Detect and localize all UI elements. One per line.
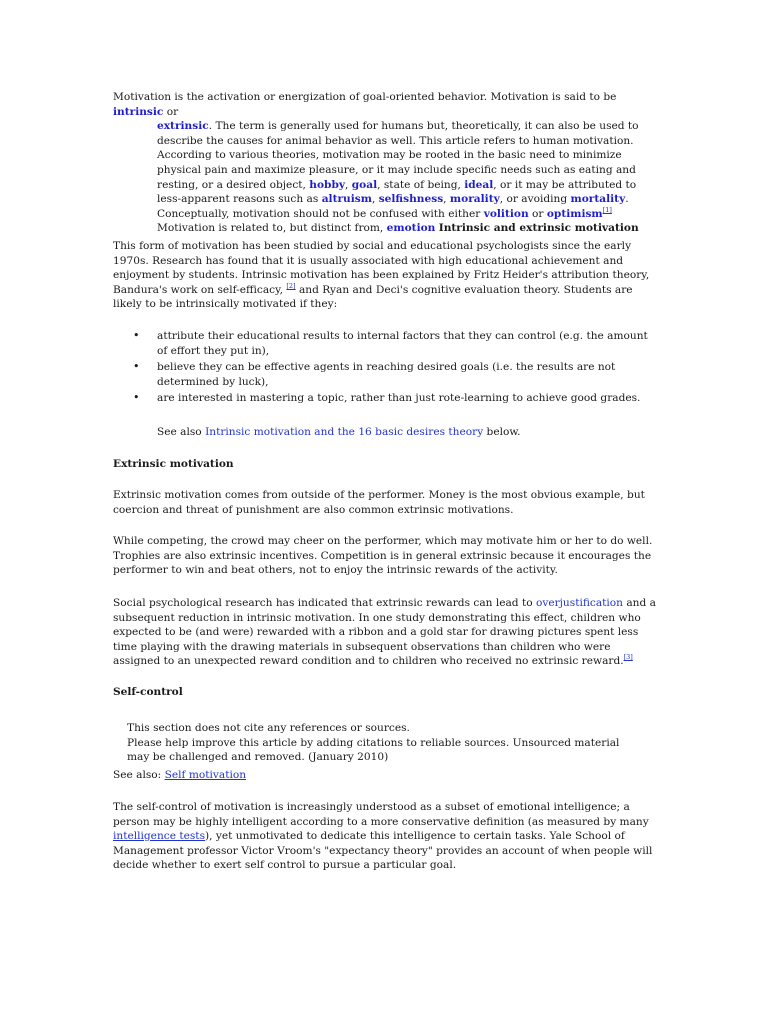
link-intrinsic[interactable]: intrinsic bbox=[113, 105, 164, 118]
list-item: • believe they can be effective agents in reaching desired goals (i.e. the results are not determined by luck), bbox=[133, 360, 616, 388]
heading-intrinsic-extrinsic: Intrinsic and extrinsic motivation bbox=[438, 222, 639, 235]
intro-body: extrinsic. The term is generally used for humans but, theoretically, it can also be used to describe the causes for animal behavior as well. This article refers to human motivation. According to various theories, motivation may be rooted in the basic need to minimize physical pain and maximize pleasure, or it may include specific needs such as eating and resting, or a desired object, hobby, goal, state of being, ideal, or it may be attributed to less-apparent reasons such as altruism, selfishness, morality, or avoiding mortality. Conceptually, motivation should not be confused with either volition or optimism[1] Motivation is related to, but distinct from, emotion Intrinsic and extrinsic motivation bbox=[157, 120, 639, 235]
link-emotion[interactable]: emotion bbox=[386, 222, 436, 235]
notice-line-2: Please help improve this article by adding citations to reliable sources. Unsourced material may be challenged and removed. (January 2010) bbox=[127, 736, 620, 764]
link-self-motivation[interactable]: Self motivation bbox=[164, 769, 247, 781]
extrinsic-paragraph-3: Social psychological research has indicated that extrinsic rewards can lead to overjustification and a subsequent reduction in intrinsic motivation. In one study demonstrating this effect, children who expected to be (and were) rewarded with a ribbon and a gold star for drawing pictures spent less time playing with the drawing materials in subsequent observations than children who were assigned to an unexpected reward condition and to children who received no extrinsic reward.[3] bbox=[113, 597, 656, 668]
extrinsic-paragraph-2: While competing, the crowd may cheer on the performer, which may motivate him or her to do well. Trophies are also extrinsic incentives. Competition is in general extrinsic because it encourages the performer to win and beat others, not to enjoy the intrinsic rewards of the activity. bbox=[113, 535, 653, 577]
bullet-icon: • bbox=[133, 391, 140, 405]
link-altruism[interactable]: altruism bbox=[321, 193, 372, 206]
link-hobby[interactable]: hobby bbox=[309, 178, 346, 191]
heading-extrinsic: Extrinsic motivation bbox=[113, 458, 234, 470]
unreferenced-notice bbox=[127, 721, 627, 765]
link-volition[interactable]: volition bbox=[483, 207, 529, 220]
see-also-intrinsic: See also Intrinsic motivation and the 16 basic desires theory below. bbox=[157, 426, 521, 438]
extrinsic-paragraph-1: Extrinsic motivation comes from outside of the performer. Money is the most obvious example, but coercion and threat of punishment are also common extrinsic motivations. bbox=[113, 489, 645, 516]
link-ideal[interactable]: ideal bbox=[464, 178, 494, 191]
heading-self-control: Self-control bbox=[113, 686, 183, 698]
link-selfishness[interactable]: selfishness bbox=[378, 193, 444, 206]
link-16-basic-desires[interactable]: Intrinsic motivation and the 16 basic desires theory bbox=[205, 426, 484, 438]
notice-line-1: This section does not cite any references or sources. bbox=[127, 722, 410, 734]
link-optimism[interactable]: optimism bbox=[546, 207, 603, 220]
intro-first-line: Motivation is the activation or energization of goal-oriented behavior. Motivation is said to be intrinsic or bbox=[113, 91, 617, 118]
bullet-icon: • bbox=[133, 329, 140, 342]
bullet-icon: • bbox=[133, 360, 140, 374]
link-extrinsic[interactable]: extrinsic bbox=[157, 120, 209, 133]
link-overjustification[interactable]: overjustification bbox=[535, 597, 623, 609]
reference-2[interactable]: [2] bbox=[286, 281, 296, 290]
intro-paragraph bbox=[113, 90, 653, 236]
link-goal[interactable]: goal bbox=[351, 178, 378, 191]
intrinsic-factors-list bbox=[113, 329, 658, 408]
list-item: • are interested in mastering a topic, rather than just rote-learning to achieve good grades. bbox=[133, 391, 641, 405]
intrinsic-paragraph: This form of motivation has been studied by social and educational psychologists since the early 1970s. Research has found that it is usually associated with high educational achievement and enjoyment by students. Intrinsic motivation has been explained by Fritz Heider's attribution theory, Bandura's work on self-efficacy, [2] and Ryan and Deci's cognitive evaluation theory. Students are likely to be intrinsically motivated if they: bbox=[113, 240, 650, 311]
reference-3[interactable]: [3] bbox=[623, 653, 633, 662]
intro-text: Motivation is the activation or energization of goal-oriented behavior. Motivation is said to be bbox=[113, 91, 617, 103]
self-control-paragraph: The self-control of motivation is increasingly understood as a subset of emotional intelligence; a person may be highly intelligent according to a more conservative definition (as measured by many intelligence tests), yet unmotivated to dedicate this intelligence to certain tasks. Yale School of Management professor Victor Vroom's "expectancy theory" provides an account of when people will decide whether to exert self control to pursue a particular goal. bbox=[113, 801, 653, 872]
see-also-self: See also: Self motivation bbox=[113, 769, 247, 781]
link-morality[interactable]: morality bbox=[449, 193, 500, 206]
list-item: • attribute their educational results to internal factors that they can control (e.g. the amount of effort they put in), bbox=[133, 329, 648, 357]
reference-1[interactable]: [1] bbox=[602, 205, 612, 214]
link-intelligence-tests[interactable]: intelligence tests bbox=[113, 830, 206, 843]
link-mortality[interactable]: mortality bbox=[570, 193, 626, 206]
